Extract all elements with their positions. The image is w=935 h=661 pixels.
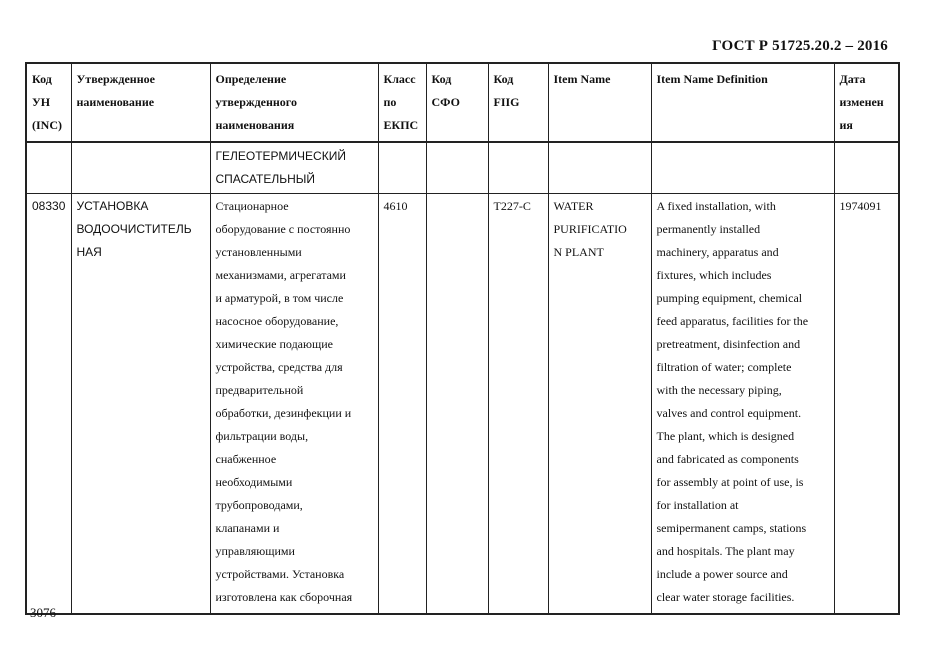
text-line: fixtures, which includes (656, 268, 772, 282)
cell-ekps-class: 4610 (378, 194, 426, 615)
cell-sfo-code (426, 142, 488, 194)
text-line: N PLANT (553, 245, 604, 259)
text-line: ия (839, 118, 853, 132)
text-line: наименование (76, 95, 155, 109)
cell-item-name-definition (651, 194, 834, 615)
text-line: pumping equipment, chemical (656, 291, 803, 305)
text-line: A fixed installation, with (656, 199, 776, 213)
text-line: with the necessary piping, (656, 383, 782, 397)
cell-ekps-class (378, 142, 426, 194)
text-line: предварительной (215, 383, 304, 397)
document-id: ГОСТ Р 51725.20.2 – 2016 (712, 38, 888, 54)
text-line: химические подающие (215, 337, 333, 351)
header-sfo-code (426, 63, 488, 142)
text-line: machinery, apparatus and (656, 245, 779, 259)
text-line: include a power source and (656, 567, 788, 581)
text-line: Дата (839, 72, 866, 86)
header-inc (26, 63, 71, 142)
table-row-continuation (26, 142, 899, 194)
text-line: УСТАНОВКА (76, 199, 149, 213)
header-definition (210, 63, 378, 142)
cell-sfo-code (426, 194, 488, 615)
cell-item-name-definition (651, 142, 834, 194)
table-header-row (26, 63, 899, 142)
text-line: semipermanent camps, stations (656, 521, 807, 535)
text-line: Код (431, 72, 452, 86)
text-line: ГЕЛЕОТЕРМИЧЕСКИЙ (215, 149, 346, 163)
text-line: механизмами, агрегатами (215, 268, 346, 282)
text-line: устройства, средства для (215, 360, 343, 374)
page-number: 3076 (30, 605, 56, 620)
text-line: и арматурой, в том числе (215, 291, 344, 305)
text-line: снабженное (215, 452, 277, 466)
cell-approved-name (71, 142, 210, 194)
cell-change-date: 1974091 (834, 194, 899, 615)
cell-item-name (548, 194, 651, 615)
cell-fiig-code: T227-C (488, 194, 548, 615)
text-line: СФО (431, 95, 460, 109)
text-line: ЕКПС (383, 118, 419, 132)
text-line: pretreatment, disinfection and (656, 337, 801, 351)
text-line: ВОДООЧИСТИТЕЛЬ (76, 222, 192, 236)
cell-definition (210, 142, 378, 194)
text-line: filtration of water; complete (656, 360, 792, 374)
text-line: установленными (215, 245, 302, 259)
text-line: Класс (383, 72, 416, 86)
text-line: изготовлена как сборочная (215, 590, 353, 604)
text-line: обработки, дезинфекции и (215, 406, 352, 420)
text-line: трубопроводами, (215, 498, 303, 512)
cell-approved-name (71, 194, 210, 615)
text-line: необходимыми (215, 475, 293, 489)
text-line: управляющими (215, 544, 295, 558)
text-line: Item Name Definition (656, 72, 768, 86)
text-line: FIIG (493, 95, 520, 109)
text-line: фильтрации воды, (215, 429, 309, 443)
text-line: WATER (553, 199, 594, 213)
header-ekps-class (378, 63, 426, 142)
text-line: for assembly at point of use, is (656, 475, 804, 489)
classification-table (25, 62, 900, 615)
text-line: УН (32, 95, 51, 109)
header-approved-name (71, 63, 210, 142)
header-fiig-code (488, 63, 548, 142)
text-line: permanently installed (656, 222, 761, 236)
cell-inc (26, 142, 71, 194)
text-line: СПАСАТЕЛЬНЫЙ (215, 172, 315, 186)
cell-change-date (834, 142, 899, 194)
text-line: and fabricated as components (656, 452, 799, 466)
text-line: по (383, 95, 397, 109)
text-line: PURIFICATIO (553, 222, 627, 236)
header-item-name (548, 63, 651, 142)
text-line: Код (32, 72, 52, 86)
text-line: утвержденного (215, 95, 297, 109)
text-line: and hospitals. The plant may (656, 544, 795, 558)
text-line: Стационарное (215, 199, 289, 213)
cell-definition (210, 194, 378, 615)
text-line: Определение (215, 72, 287, 86)
text-line: for installation at (656, 498, 739, 512)
text-line: изменен (839, 95, 884, 109)
cell-inc: 08330 (26, 194, 71, 615)
header-change-date (834, 63, 899, 142)
text-line: НАЯ (76, 245, 102, 259)
text-line: valves and control equipment. (656, 406, 802, 420)
text-line: clear water storage facilities. (656, 590, 795, 604)
text-line: Код (493, 72, 514, 86)
header-item-name-definition (651, 63, 834, 142)
text-line: feed apparatus, facilities for the (656, 314, 809, 328)
text-line: устройствами. Установка (215, 567, 345, 581)
text-line: наименования (215, 118, 295, 132)
text-line: (INC) (32, 118, 62, 132)
text-line: оборудование с постоянно (215, 222, 351, 236)
text-line: The plant, which is designed (656, 429, 795, 443)
cell-item-name (548, 142, 651, 194)
text-line: клапанами и (215, 521, 280, 535)
text-line: насосное оборудование, (215, 314, 339, 328)
text-line: Item Name (553, 72, 611, 86)
cell-fiig-code (488, 142, 548, 194)
table-row (26, 194, 899, 615)
text-line: Утвержденное (76, 72, 155, 86)
